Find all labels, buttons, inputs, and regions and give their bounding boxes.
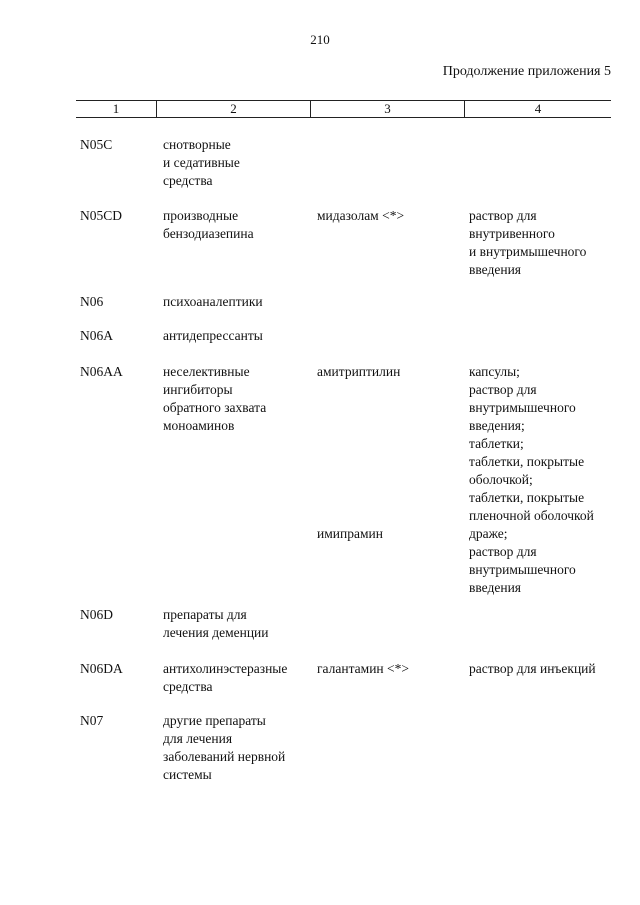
group-name — [163, 293, 317, 311]
table-row — [80, 136, 620, 190]
column-number-4: 4 — [464, 101, 611, 117]
drug-spacer — [317, 381, 469, 525]
dosage-form-column — [469, 363, 620, 597]
group-name — [163, 327, 317, 345]
dosage-form-line: пленочной оболочкой — [469, 508, 594, 523]
atc-code: N06A — [80, 328, 113, 343]
group-name — [163, 136, 317, 190]
group-name-line: моноаминов — [163, 418, 235, 433]
dosage-form-column — [469, 712, 620, 784]
dosage-form-column — [469, 207, 620, 279]
atc-code: N05C — [80, 137, 113, 152]
dosage-form-line: внутривенного — [469, 226, 555, 241]
drug-column — [317, 606, 469, 642]
drug-name: мидазолам <*> — [317, 208, 405, 223]
group-name-line: психоаналептики — [163, 294, 263, 309]
column-number-3: 3 — [310, 101, 464, 117]
group-name-line: препараты для — [163, 607, 247, 622]
drug-column — [317, 207, 469, 279]
group-name-line: антихолинэстеразные — [163, 661, 288, 676]
group-name-line: средства — [163, 679, 213, 694]
group-name-line: производные — [163, 208, 239, 223]
group-name-line: для лечения — [163, 731, 233, 746]
dosage-form-line: раствор для — [469, 544, 537, 559]
dosage-form-line: таблетки; — [469, 436, 524, 451]
dosage-form-line: введения; — [469, 418, 525, 433]
dosage-form-column — [469, 293, 620, 311]
dosage-form-column — [469, 660, 620, 696]
table-row — [80, 363, 620, 597]
atc-code: N06DA — [80, 661, 123, 676]
atc-code: N07 — [80, 713, 104, 728]
drug-column — [317, 293, 469, 311]
dosage-form-line: капсулы; — [469, 364, 520, 379]
dosage-form-line: внутримышечного — [469, 400, 576, 415]
group-name-line: антидепрессанты — [163, 328, 263, 343]
table-row — [80, 606, 620, 642]
dosage-form-column — [469, 606, 620, 642]
group-name-line: средства — [163, 173, 213, 188]
drug-name: галантамин <*> — [317, 661, 410, 676]
group-name-line: лечения деменции — [163, 625, 269, 640]
dosage-form-line: введения — [469, 580, 522, 595]
dosage-form-line: оболочкой; — [469, 472, 533, 487]
group-name-line: бензодиазепина — [163, 226, 254, 241]
table-row — [80, 293, 620, 311]
dosage-form-line: таблетки, покрытые — [469, 490, 585, 505]
dosage-form-line: и внутримышечного — [469, 244, 587, 259]
atc-code: N06 — [80, 294, 104, 309]
dosage-form-column — [469, 136, 620, 190]
group-name — [163, 363, 317, 597]
table-row — [80, 712, 620, 784]
dosage-form-line: раствор для — [469, 382, 537, 397]
group-name-line: неселективные — [163, 364, 250, 379]
atc-code: N06D — [80, 607, 113, 622]
group-name-line: ингибиторы — [163, 382, 233, 397]
group-name — [163, 660, 317, 696]
table-header — [76, 100, 611, 118]
dosage-form-line: раствор для — [469, 208, 537, 223]
column-number-1: 1 — [112, 101, 120, 116]
page-number: 210 — [310, 32, 330, 47]
atc-code: N05CD — [80, 208, 123, 223]
group-name-line: и седативные — [163, 155, 240, 170]
drug-column — [317, 136, 469, 190]
table-row — [80, 327, 620, 345]
drug-column — [317, 712, 469, 784]
dosage-form-line: драже; — [469, 526, 508, 541]
continuation-label: Продолжение приложения 5 — [442, 64, 611, 79]
dosage-form-column — [469, 327, 620, 345]
table-row — [80, 660, 620, 696]
group-name-line: заболеваний нервной — [163, 749, 286, 764]
drug-name: амитриптилин — [317, 364, 401, 379]
dosage-form-line: внутримышечного — [469, 562, 576, 577]
group-name-line: другие препараты — [163, 713, 266, 728]
group-name — [163, 606, 317, 642]
group-name-line: обратного захвата — [163, 400, 267, 415]
drug-column — [317, 363, 469, 597]
dosage-form-line: введения — [469, 262, 522, 277]
drug-column — [317, 660, 469, 696]
column-number-2: 2 — [156, 101, 310, 117]
group-name — [163, 207, 317, 279]
table-row — [80, 207, 620, 279]
group-name-line: системы — [163, 767, 212, 782]
group-name — [163, 712, 317, 784]
drug-name: имипрамин — [317, 526, 383, 541]
drug-column — [317, 327, 469, 345]
dosage-form-line: таблетки, покрытые — [469, 454, 585, 469]
group-name-line: снотворные — [163, 137, 231, 152]
dosage-form-line: раствор для инъекций — [469, 661, 596, 676]
atc-code: N06AA — [80, 364, 123, 379]
